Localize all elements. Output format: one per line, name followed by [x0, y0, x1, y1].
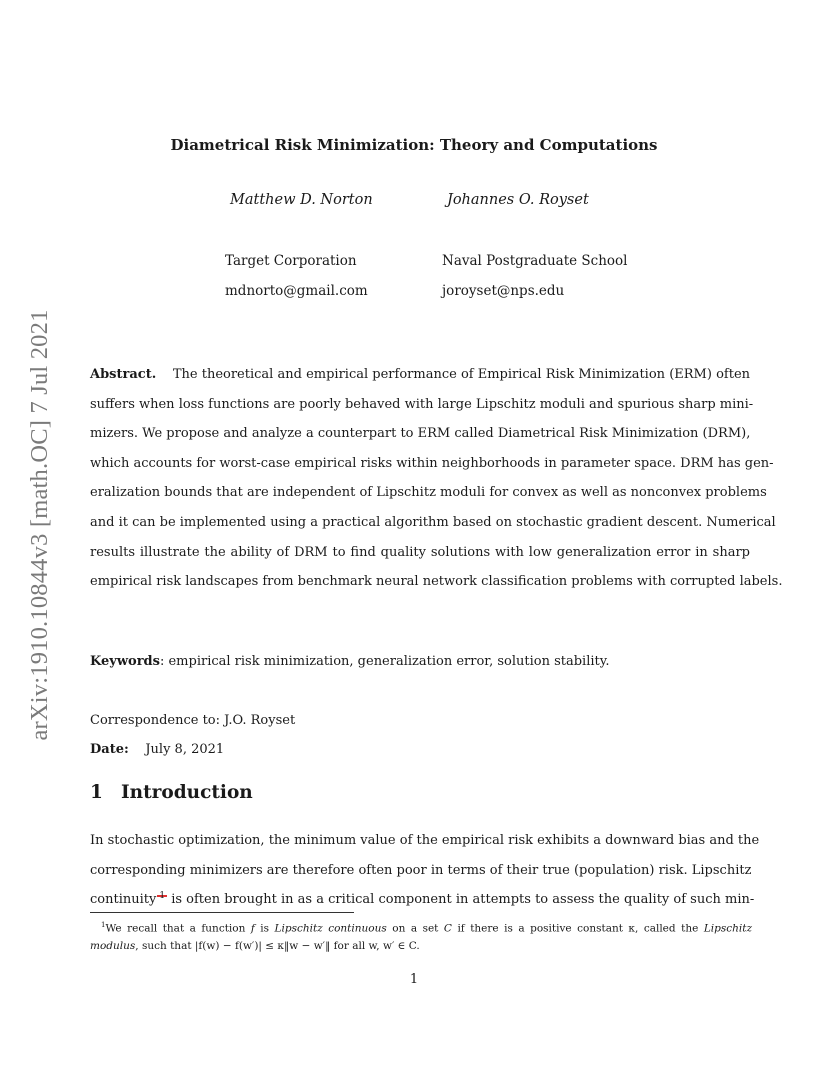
keywords	[90, 647, 750, 677]
abstract-line: eralization bounds that are independent of Lipschitz moduli for convex as well as nonconvex problems	[90, 485, 767, 501]
abstract-line: and it can be implemented using a practical algorithm based on stochastic gradient descent. Numerical	[90, 514, 776, 530]
date: Date: July 8, 2021	[90, 742, 225, 757]
section-title: Introduction	[121, 782, 253, 803]
page-number: 1	[409, 972, 419, 987]
intro-line: continuity 1 is often brought in as a critical component in attempts to assess the quality of such min-	[90, 890, 755, 908]
author-1-email: mdnorto@gmail.com	[225, 283, 368, 299]
intro-line: corresponding minimizers are therefore often poor in terms of their true (population) risk. Lipschitz	[90, 862, 752, 878]
abstract-line: mizers. We propose and analyze a counterpart to ERM called Diametrical Risk Minimization (DRM),	[90, 426, 751, 442]
footnote	[90, 917, 752, 955]
author-1-affiliation: Target Corporation	[225, 253, 357, 269]
footnote-line: modulus, such that |f(w) − f(w′)| ≤ κ‖w − w′‖ for all w, w′ ∈ C.	[90, 939, 420, 952]
abstract-label: Abstract	[90, 367, 152, 382]
footnote-line: $^1$We recall that a function f is Lipschitz continuous on a set C if there is a positive constant κ, called the Lipschitz	[101, 921, 753, 935]
abstract-line: empirical risk landscapes from benchmark neural network classification problems with corrupted labels.	[90, 574, 783, 590]
intro-paragraph	[90, 826, 760, 915]
abstract-line: suffers when loss functions are poorly behaved with large Lipschitz moduli and spurious sharp mini-	[90, 396, 754, 412]
author-2-affiliation: Naval Postgraduate School	[442, 253, 628, 269]
abstract-line: Abstract. The theoretical and empirical performance of Empirical Risk Minimization (ERM) often	[90, 367, 751, 382]
abstract-line: which accounts for worst-case empirical risks within neighborhoods in parameter space. DRM has gen-	[90, 455, 774, 471]
author-2-name: Johannes O. Royset	[447, 192, 589, 208]
intro-line: In stochastic optimization, the minimum value of the empirical risk exhibits a downward bias and the	[90, 833, 760, 848]
keywords-label: Keywords	[90, 654, 160, 669]
author-1-name: Matthew D. Norton	[230, 192, 373, 208]
author-2-email: joroyset@nps.edu	[442, 283, 565, 299]
date-value: July 8, 2021	[145, 742, 225, 757]
section-number: 1	[90, 782, 103, 803]
footnote-rule	[90, 912, 354, 913]
arxiv-stamp: arXiv:1910.10844v3 [math.OC] 7 Jul 2021	[26, 309, 53, 741]
paper-title: Diametrical Risk Minimization: Theory and Computations	[170, 136, 658, 154]
date-label: Date	[90, 742, 124, 757]
abstract-line: results illustrate the ability of DRM to find quality solutions with low generalization error in sharp	[90, 544, 750, 560]
correspondence: Correspondence to: J.O. Royset	[90, 713, 296, 728]
keywords-text: : empirical risk minimization, generalization error, solution stability.	[159, 654, 610, 669]
footnote-link[interactable]: 1	[159, 890, 166, 901]
abstract	[90, 360, 783, 597]
section-heading	[90, 782, 253, 803]
